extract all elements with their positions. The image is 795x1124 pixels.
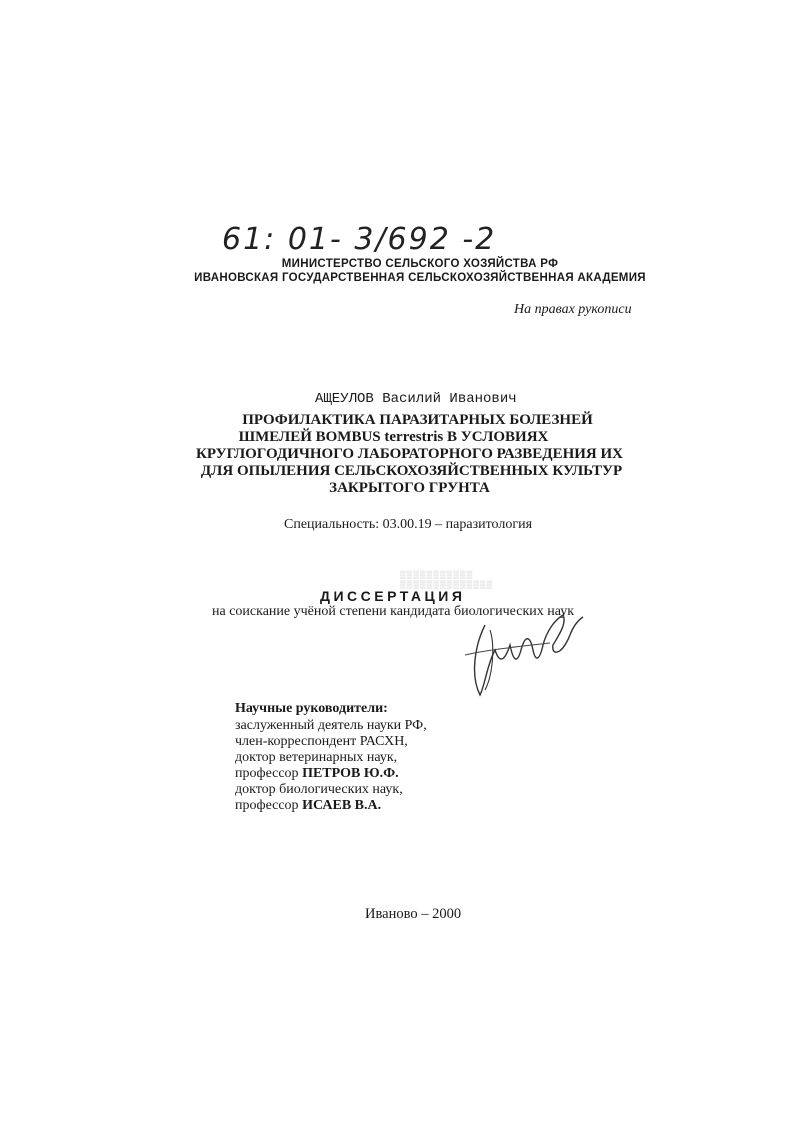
title-line: ДЛЯ ОПЫЛЕНИЯ СЕЛЬСКОХОЗЯЙСТВЕННЫХ КУЛЬТУР [200,463,623,479]
supervisor-line [235,766,399,782]
professor-title: профессор [235,766,303,781]
doc-type: ДИССЕРТАЦИЯ [320,588,466,604]
supervisor-line: член-корреспондент РАСХН, [235,734,408,749]
title-line: ЗАКРЫТОГО ГРУНТА [329,480,490,496]
supervisor-name: ПЕТРОВ Ю.Ф. [302,766,399,781]
supervisor-line: доктор ветеринарных наук, [235,750,398,765]
academy-line: ИВАНОВСКАЯ ГОСУДАРСТВЕННАЯ СЕЛЬСКОХОЗЯЙСТВЕННАЯ АКАДЕМИЯ [194,272,646,284]
signature [455,605,595,705]
library-stamp: ▒▒▒▒▒▒▒▒▒▒▒▒▒▒ [400,580,494,589]
library-stamp: ▒▒▒▒▒▒▒▒▒▒▒ [400,570,474,579]
catalog-number: 61: 01- 3/692 -2 [222,222,497,257]
supervisor-line: заслуженный деятель науки РФ, [235,718,427,733]
ministry-line: МИНИСТЕРСТВО СЕЛЬСКОГО ХОЗЯЙСТВА РФ [281,258,559,270]
city-year: Иваново – 2000 [365,906,462,922]
title-line: ПРОФИЛАКТИКА ПАРАЗИТАРНЫХ БОЛЕЗНЕЙ [242,412,593,428]
degree-line: на соискание учёной степени кандидата биологических наук [212,604,575,619]
supervisor-name: ИСАЕВ В.А. [302,798,382,813]
title-line: ШМЕЛЕЙ BOMBUS terrestris В УСЛОВИЯХ [238,429,549,445]
supervisor-line: доктор биологических наук, [235,782,403,797]
manuscript-rights: На правах рукописи [514,302,632,317]
author-name: АЩЕУЛОВ Василий Иванович [315,391,517,407]
supervisor-line [235,798,381,814]
specialty-line: Специальность: 03.00.19 – паразитология [284,517,533,532]
title-line: КРУГЛОГОДИЧНОГО ЛАБОРАТОРНОГО РАЗВЕДЕНИЯ ИХ [196,446,623,462]
supervisors-heading: Научные руководители: [235,701,388,716]
professor-title: профессор [235,798,303,813]
